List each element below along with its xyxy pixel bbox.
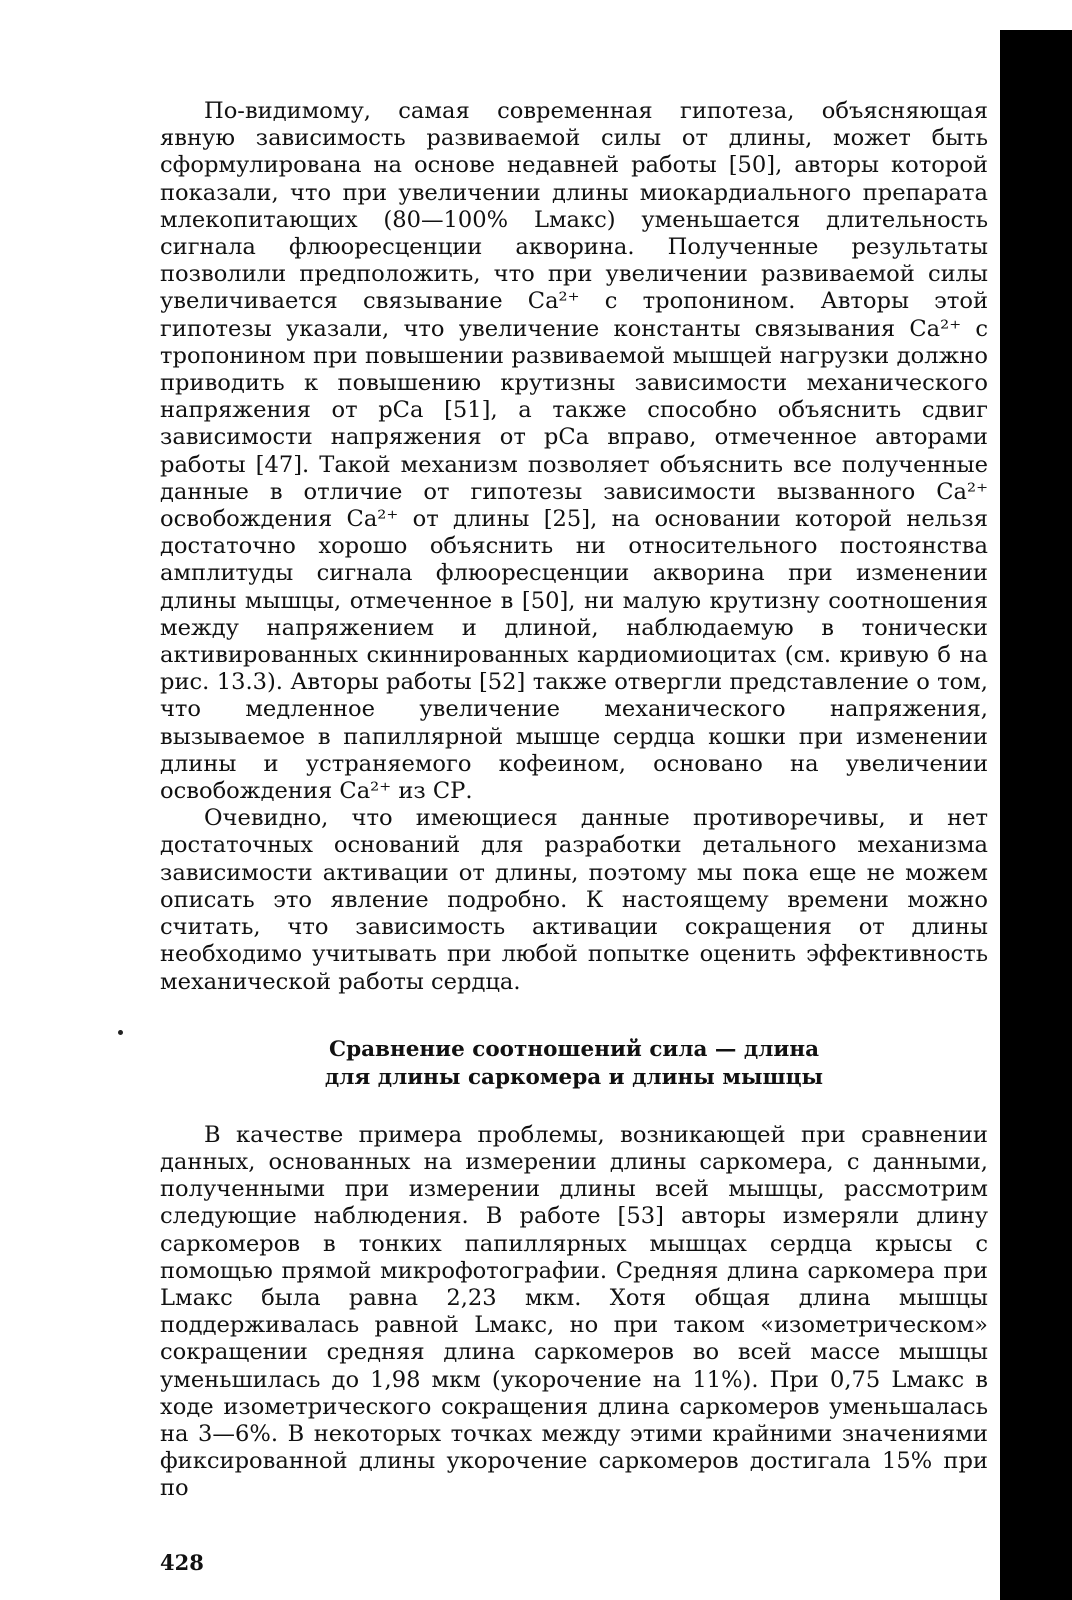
paragraph-1: По-видимому, самая современная гипотеза, объясняющая явную зависимость развиваемой силы от длины, может быть сформулирована на основе недавней работы [50], авторы которой показали, что при увеличении длины миокардиального препарата млекопитающих (80—100% Lмакс) уменьшается длительность сигнала флюоресценции акворина. Полученные результаты позволили предположить, что при увеличении развиваемой силы увеличивается связывание Ca²⁺ с тропонином. Авторы этой гипотезы указали, что увеличение константы связывания Ca²⁺ с тропонином при повышении развиваемой мышцей нагрузки должно приводить к повышению крутизны зависимости механического напряжения от pCa [51], а также способно объяснить сдвиг зависимости напряжения от pCa вправо, отмеченное авторами работы [47]. Такой механизм позволяет объяснить все полученные данные в отличие от гипотезы зависимости вызванного Ca²⁺ освобождения Ca²⁺ от длины [25], на основании которой нельзя достаточно хорошо объяснить ни относительного постоянства амплитуды сигнала флюоресценции акворина при изменении длины мышцы, отмеченное в [50], ни малую крутизну соотношения между напряжением и длиной, наблюдаемую в тонически активированных скиннированных кардиомиоцитах (см. кривую б на рис. 13.3). Авторы работы [52] также отвергли представление о том, что медленное увеличение механического напряжения, вызываемое в папиллярной мышце сердца кошки при изменении длины и устраняемого кофеином, основано на увеличении освобождения Ca²⁺ из СР. (160, 98, 988, 805)
section-heading-line-1: Сравнение соотношений сила — длина (328, 1036, 820, 1062)
scan-speck (118, 1030, 123, 1035)
section-heading-line-2: для длины саркомера и длины мышцы (324, 1064, 824, 1090)
paragraph-2: Очевидно, что имеющиеся данные противоречивы, и нет достаточных оснований для разработки детального механизма зависимости активации от длины, поэтому мы пока еще не можем описать это явление подробно. К настоящему времени можно считать, что зависимость активации сокращения от длины необходимо учитывать при любой попытке оценить эффективность механической работы сердца. (160, 805, 988, 995)
text-column (160, 98, 988, 1503)
page-number: 428 (160, 1550, 204, 1575)
section-heading (160, 1036, 988, 1092)
scan-edge-shadow (1000, 30, 1072, 1600)
paragraph-3: В качестве примера проблемы, возникающей при сравнении данных, основанных на измерении длины саркомера, с данными, полученными при измерении длины всей мышцы, рассмотрим следующие наблюдения. В работе [53] авторы измеряли длину саркомеров в тонких папиллярных мышцах сердца крысы с помощью прямой микрофотографии. Средняя длина саркомера при Lмакс была равна 2,23 мкм. Хотя общая длина мышцы поддерживалась равной Lмакс, но при таком «изометрическом» сокращении средняя длина саркомеров во всей массе мышцы уменьшилась до 1,98 мкм (укорочение на 11%). При 0,75 Lмакс в ходе изометрического сокращения длина саркомеров уменьшалась на 3—6%. В некоторых точках между этими крайними значениями фиксированной длины укорочение саркомеров достигала 15% при по (160, 1121, 988, 1502)
